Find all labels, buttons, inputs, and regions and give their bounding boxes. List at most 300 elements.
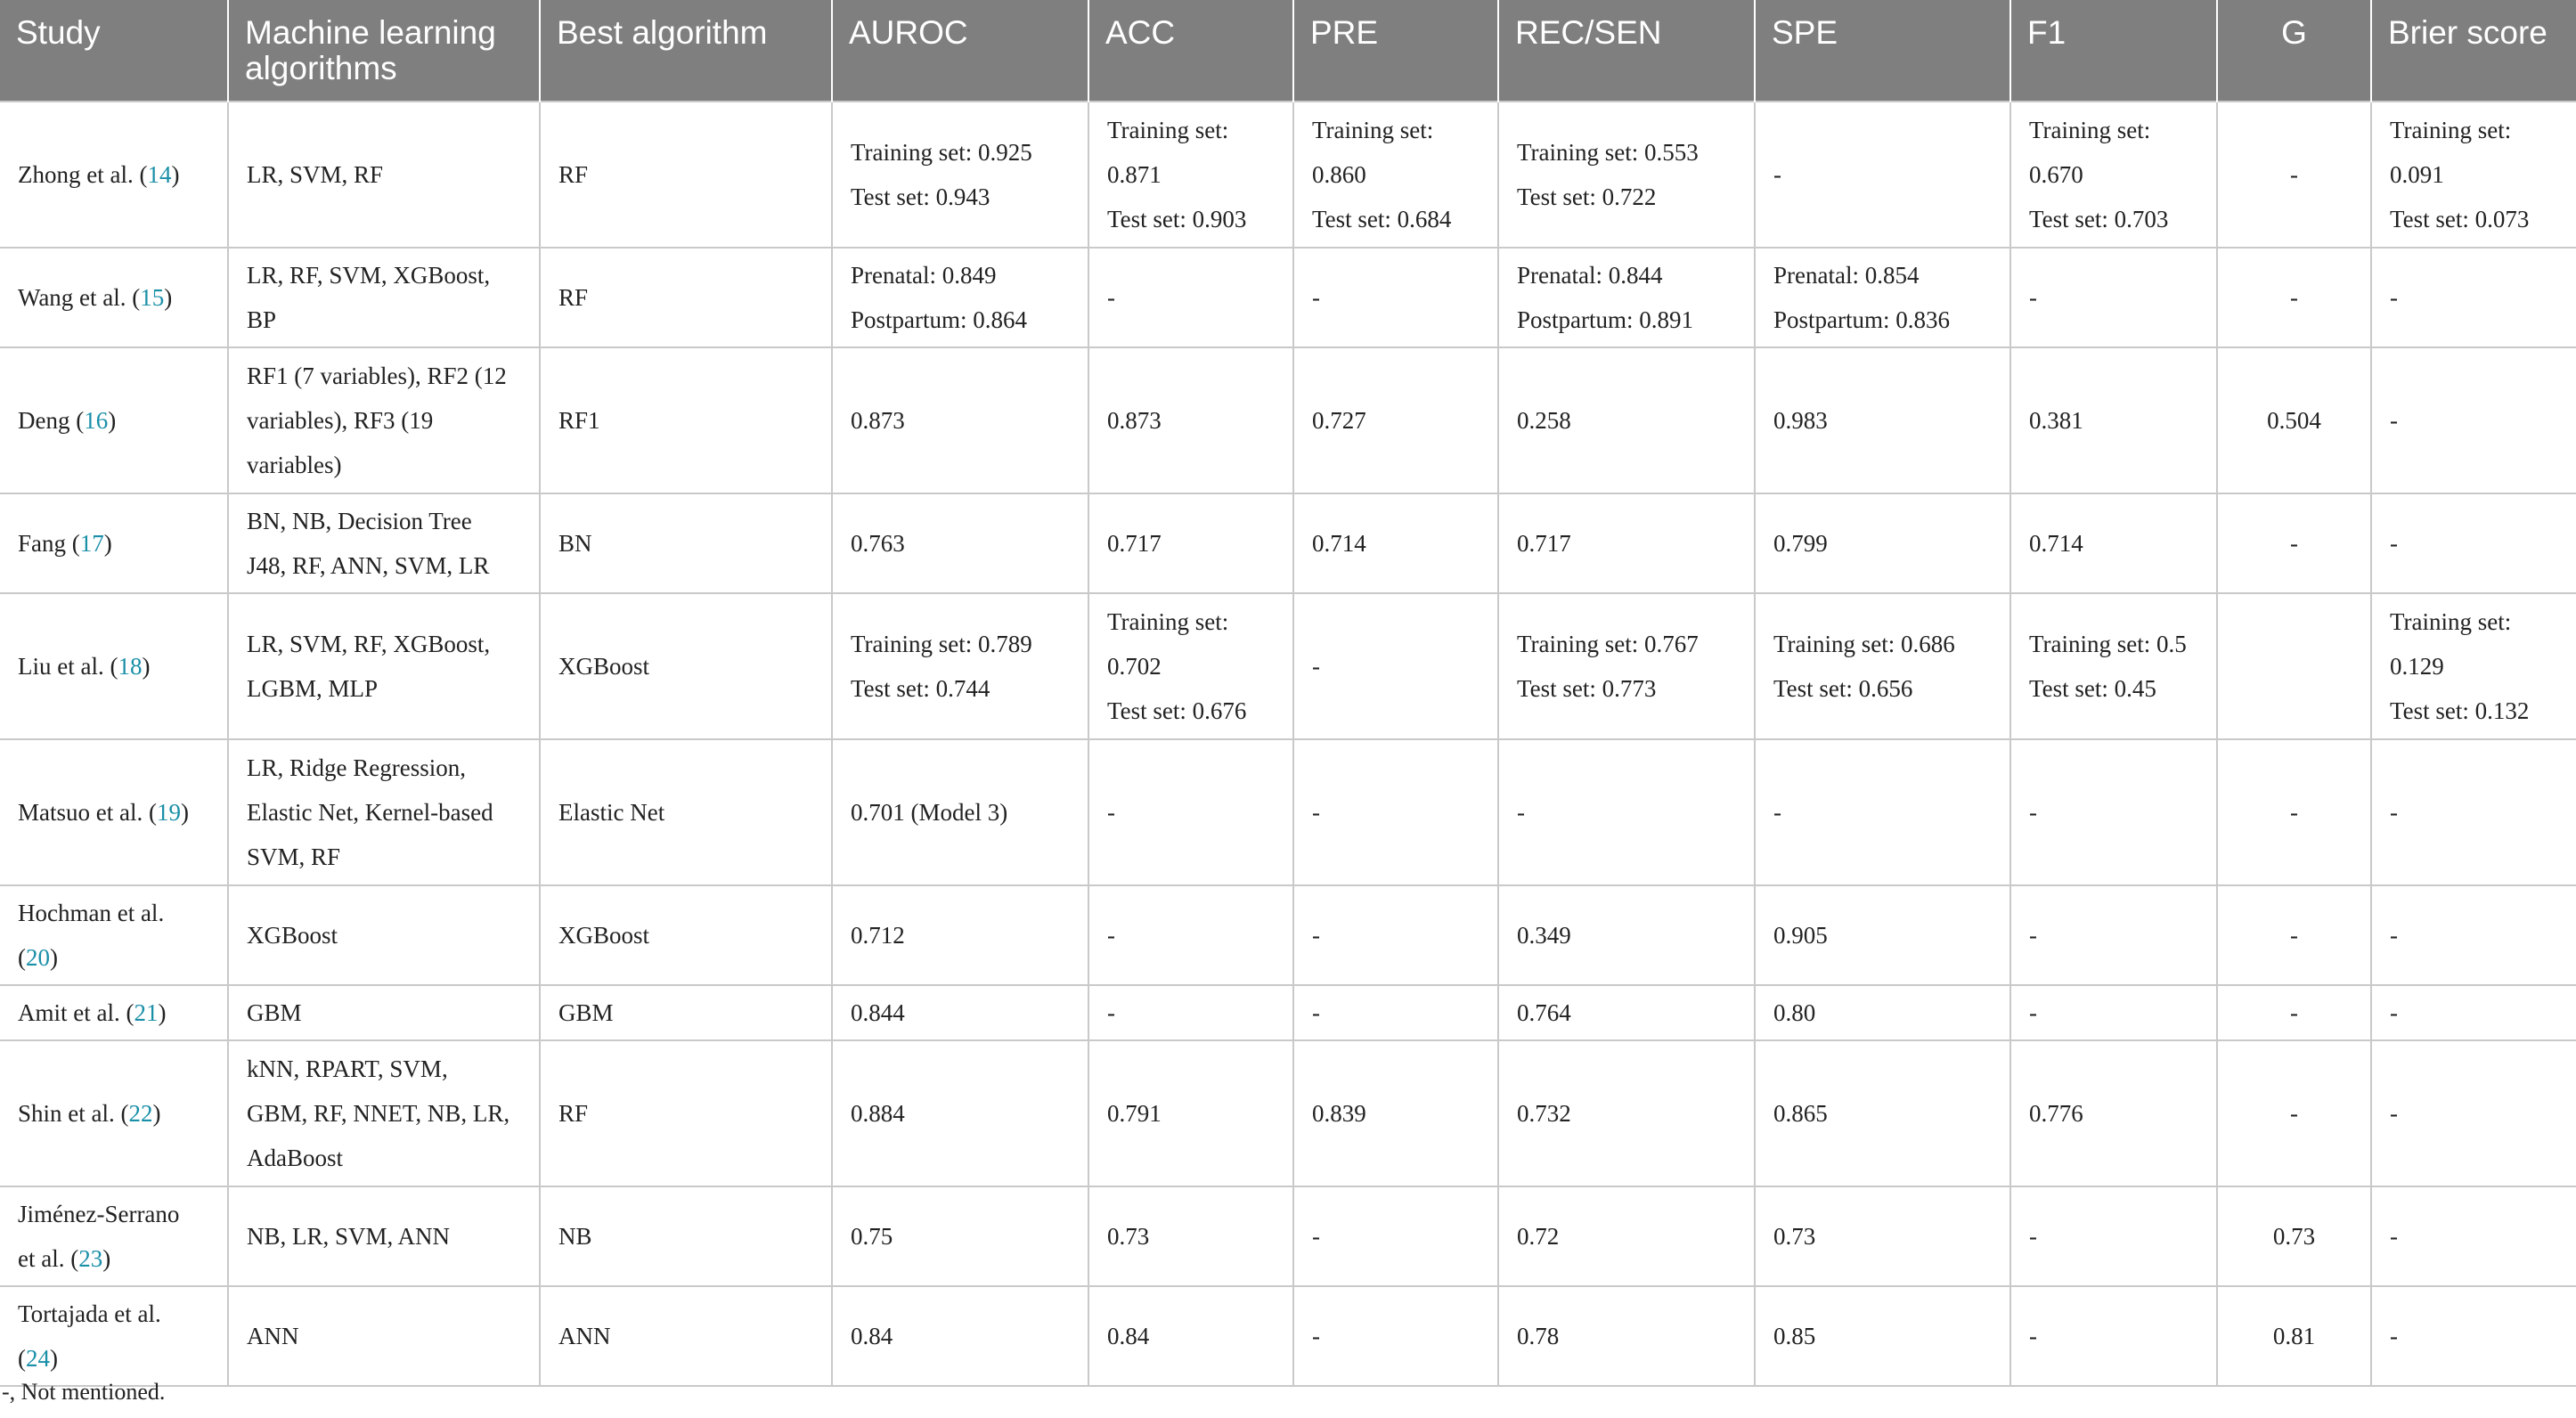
g-cell xyxy=(2217,885,2371,985)
cell-line: variables), RF3 (19 xyxy=(247,407,434,434)
header-row xyxy=(0,0,2576,102)
study-cell xyxy=(0,985,228,1040)
cell-line: 0.75 xyxy=(851,1223,893,1250)
pre-cell xyxy=(1293,739,1498,885)
reference-link[interactable]: 14 xyxy=(147,161,172,188)
spe-cell xyxy=(1755,885,2010,985)
cell-line: RF1 (7 variables), RF2 (12 xyxy=(247,363,507,389)
cell-value: ANN xyxy=(558,1323,611,1349)
cell-line: - xyxy=(1773,799,1781,826)
cell-line: Test set: 0.722 xyxy=(1517,183,1657,210)
pre-cell xyxy=(1293,985,1498,1040)
best-algorithm-cell xyxy=(540,248,832,347)
algorithms-cell xyxy=(228,885,540,985)
cell-line: J48, RF, ANN, SVM, LR xyxy=(247,552,490,579)
cell-value: RF xyxy=(558,284,589,311)
cell-line: - xyxy=(1312,284,1320,311)
pre-cell xyxy=(1293,347,1498,493)
best-algorithm-cell xyxy=(540,347,832,493)
cell-line: - xyxy=(1107,799,1115,826)
study-text: ) xyxy=(50,944,58,971)
rec-sen-cell xyxy=(1498,248,1755,347)
spe-cell xyxy=(1755,248,2010,347)
study-cell xyxy=(0,739,228,885)
acc-cell xyxy=(1088,593,1293,739)
rec-sen-cell xyxy=(1498,739,1755,885)
col-header-g: G xyxy=(2217,0,2371,102)
g-cell xyxy=(2217,739,2371,885)
cell-line: 0.717 xyxy=(1107,530,1162,557)
cell-line: GBM, RF, NNET, NB, LR, xyxy=(247,1100,510,1127)
acc-cell xyxy=(1088,493,1293,593)
cell-line: - xyxy=(2029,284,2037,311)
cell-line: 0.717 xyxy=(1517,530,1571,557)
reference-link[interactable]: 23 xyxy=(78,1245,103,1272)
cell-line: - xyxy=(1517,799,1525,826)
auroc-cell xyxy=(832,739,1088,885)
cell-line: 0.670 xyxy=(2029,161,2083,188)
best-algorithm-cell xyxy=(540,739,832,885)
reference-link[interactable]: 20 xyxy=(26,944,50,971)
cell-line: Training set: xyxy=(1107,608,1229,635)
cell-line: - xyxy=(2390,999,2398,1026)
reference-link[interactable]: 18 xyxy=(118,653,143,680)
cell-line: Training set: 0.5 xyxy=(2029,631,2187,657)
col-header-study: Study xyxy=(0,0,228,102)
cell-line: 0.78 xyxy=(1517,1323,1560,1349)
cell-line: 0.258 xyxy=(1517,407,1571,434)
cell-value: XGBoost xyxy=(558,653,650,680)
cell-line: Prenatal: 0.849 xyxy=(851,262,997,289)
study-text: Tortajada et al. xyxy=(18,1300,161,1327)
study-text: ) xyxy=(164,284,173,311)
cell-line: Test set: 0.703 xyxy=(2029,206,2169,232)
algorithms-cell xyxy=(228,985,540,1040)
pre-cell xyxy=(1293,1186,1498,1286)
cell-value: BN xyxy=(558,530,592,557)
cell-line: - xyxy=(1107,922,1115,949)
cell-line: NB, LR, SVM, ANN xyxy=(247,1223,451,1250)
study-label xyxy=(18,1300,161,1372)
rec-sen-cell xyxy=(1498,593,1755,739)
f1-cell xyxy=(2010,493,2217,593)
cell-line: Training set: 0.553 xyxy=(1517,139,1699,166)
cell-line: 0.763 xyxy=(851,530,905,557)
reference-link[interactable]: 24 xyxy=(26,1345,50,1372)
cell-line: Training set: xyxy=(1107,117,1229,143)
study-text: ) xyxy=(180,799,189,826)
auroc-cell xyxy=(832,1186,1088,1286)
cell-line: 0.73 xyxy=(1107,1223,1150,1250)
reference-link[interactable]: 15 xyxy=(140,284,165,311)
acc-cell xyxy=(1088,1040,1293,1186)
algorithms-cell xyxy=(228,102,540,248)
cell-value: - xyxy=(2290,530,2298,557)
reference-link[interactable]: 19 xyxy=(156,799,181,826)
cell-line: ANN xyxy=(247,1323,299,1349)
best-algorithm-cell xyxy=(540,1286,832,1386)
f1-cell xyxy=(2010,347,2217,493)
cell-line: Test set: 0.943 xyxy=(851,183,990,210)
brier-score-cell xyxy=(2371,985,2576,1040)
algorithms-cell xyxy=(228,593,540,739)
cell-line: 0.73 xyxy=(1773,1223,1816,1250)
cell-line: 0.860 xyxy=(1312,161,1366,188)
cell-line: Training set: xyxy=(2390,117,2512,143)
f1-cell xyxy=(2010,985,2217,1040)
cell-line: - xyxy=(1107,284,1115,311)
study-cell xyxy=(0,347,228,493)
study-cell xyxy=(0,593,228,739)
col-header-rec-sen: REC/SEN xyxy=(1498,0,1755,102)
study-cell xyxy=(0,102,228,248)
cell-line: 0.714 xyxy=(1312,530,1366,557)
g-cell xyxy=(2217,102,2371,248)
cell-line: 0.349 xyxy=(1517,922,1571,949)
cell-line: 0.873 xyxy=(1107,407,1162,434)
best-algorithm-cell xyxy=(540,593,832,739)
cell-line: Postpartum: 0.836 xyxy=(1773,306,1951,333)
acc-cell xyxy=(1088,739,1293,885)
study-cell xyxy=(0,248,228,347)
cell-line: 0.701 (Model 3) xyxy=(851,799,1008,826)
study-cell xyxy=(0,1040,228,1186)
rec-sen-cell xyxy=(1498,885,1755,985)
cell-line: - xyxy=(2390,1323,2398,1349)
cell-line: Test set: 0.684 xyxy=(1312,206,1452,232)
cell-line: - xyxy=(2390,1100,2398,1127)
cell-line: SVM, RF xyxy=(247,843,341,870)
cell-line: Training set: 0.686 xyxy=(1773,631,1955,657)
cell-line: 0.983 xyxy=(1773,407,1828,434)
reference-link[interactable]: 21 xyxy=(134,999,159,1026)
table-row xyxy=(0,1186,2576,1286)
f1-cell xyxy=(2010,593,2217,739)
study-text: Liu et al. ( xyxy=(18,653,118,680)
cell-line: Test set: 0.676 xyxy=(1107,697,1247,724)
spe-cell xyxy=(1755,985,2010,1040)
acc-cell xyxy=(1088,1286,1293,1386)
acc-cell xyxy=(1088,985,1293,1040)
cell-line: 0.844 xyxy=(851,999,905,1026)
rec-sen-cell xyxy=(1498,1186,1755,1286)
brier-score-cell xyxy=(2371,347,2576,493)
cell-line: 0.884 xyxy=(851,1100,905,1127)
cell-line: 0.727 xyxy=(1312,407,1366,434)
table-row xyxy=(0,1040,2576,1186)
brier-score-cell xyxy=(2371,1186,2576,1286)
cell-line: LGBM, MLP xyxy=(247,675,379,702)
cell-line: - xyxy=(2029,922,2037,949)
cell-line: 0.776 xyxy=(2029,1100,2083,1127)
cell-line: BN, NB, Decision Tree xyxy=(247,508,472,534)
col-header-pre: PRE xyxy=(1293,0,1498,102)
f1-cell xyxy=(2010,102,2217,248)
study-text: ) xyxy=(158,999,167,1026)
study-label xyxy=(18,900,164,971)
brier-score-cell xyxy=(2371,1040,2576,1186)
spe-cell xyxy=(1755,102,2010,248)
cell-line: Training set: 0.789 xyxy=(851,631,1032,657)
cell-line: - xyxy=(1312,922,1320,949)
cell-line: - xyxy=(2029,799,2037,826)
study-cell xyxy=(0,1286,228,1386)
f1-cell xyxy=(2010,248,2217,347)
cell-line: Test set: 0.132 xyxy=(2390,697,2530,724)
study-text: ( xyxy=(18,1345,26,1372)
cell-line: 0.381 xyxy=(2029,407,2083,434)
reference-link[interactable]: 16 xyxy=(84,407,109,434)
best-algorithm-cell xyxy=(540,1040,832,1186)
cell-value: 0.504 xyxy=(2267,407,2321,434)
col-header-auroc: AUROC xyxy=(832,0,1088,102)
cell-line: 0.84 xyxy=(1107,1323,1150,1349)
table-row xyxy=(0,102,2576,248)
rec-sen-cell xyxy=(1498,493,1755,593)
study-text: ) xyxy=(142,653,151,680)
auroc-cell xyxy=(832,1286,1088,1386)
table-row xyxy=(0,985,2576,1040)
cell-value: - xyxy=(2290,1100,2298,1127)
rec-sen-cell xyxy=(1498,1286,1755,1386)
reference-link[interactable]: 22 xyxy=(128,1100,153,1127)
table-row xyxy=(0,248,2576,347)
algorithms-cell xyxy=(228,1186,540,1286)
study-label xyxy=(18,653,150,680)
g-cell xyxy=(2217,985,2371,1040)
g-cell xyxy=(2217,248,2371,347)
brier-score-cell xyxy=(2371,739,2576,885)
pre-cell xyxy=(1293,593,1498,739)
best-algorithm-cell xyxy=(540,1186,832,1286)
reference-link[interactable]: 17 xyxy=(79,530,104,557)
brier-score-cell xyxy=(2371,593,2576,739)
brier-score-cell xyxy=(2371,885,2576,985)
col-header-acc: ACC xyxy=(1088,0,1293,102)
cell-line: 0.091 xyxy=(2390,161,2444,188)
cell-line: Elastic Net, Kernel-based xyxy=(247,799,493,826)
acc-cell xyxy=(1088,885,1293,985)
col-header-algorithms: Machine learning algorithms xyxy=(228,0,540,102)
auroc-cell xyxy=(832,1040,1088,1186)
algorithms-cell xyxy=(228,347,540,493)
cell-line: 0.764 xyxy=(1517,999,1571,1026)
table-row xyxy=(0,593,2576,739)
table-footnote: -, Not mentioned. xyxy=(2,1379,166,1405)
acc-cell xyxy=(1088,248,1293,347)
cell-line: 0.714 xyxy=(2029,530,2083,557)
auroc-cell xyxy=(832,102,1088,248)
spe-cell xyxy=(1755,1286,2010,1386)
col-header-f1: F1 xyxy=(2010,0,2217,102)
cell-line: Postpartum: 0.891 xyxy=(1517,306,1694,333)
cell-line: - xyxy=(2029,1323,2037,1349)
cell-line: LR, Ridge Regression, xyxy=(247,754,466,781)
study-text: Jiménez-Serrano xyxy=(18,1201,180,1227)
cell-line: - xyxy=(2029,999,2037,1026)
study-text: ) xyxy=(102,1245,111,1272)
cell-value: 0.81 xyxy=(2272,1323,2316,1349)
cell-line: LR, RF, SVM, XGBoost, xyxy=(247,262,491,289)
cell-line: 0.799 xyxy=(1773,530,1828,557)
pre-cell xyxy=(1293,1040,1498,1186)
cell-line: BP xyxy=(247,306,277,333)
cell-line: Test set: 0.773 xyxy=(1517,675,1657,702)
f1-cell xyxy=(2010,885,2217,985)
cell-line: - xyxy=(2029,1223,2037,1250)
study-text: Zhong et al. ( xyxy=(18,161,148,188)
cell-line: - xyxy=(1312,999,1320,1026)
acc-cell xyxy=(1088,1186,1293,1286)
g-cell xyxy=(2217,1286,2371,1386)
cell-line: Test set: 0.656 xyxy=(1773,675,1913,702)
cell-line: XGBoost xyxy=(247,922,338,949)
cell-value: 0.73 xyxy=(2272,1223,2316,1250)
cell-line: - xyxy=(1312,1323,1320,1349)
cell-value: GBM xyxy=(558,999,614,1026)
cell-line: Training set: xyxy=(2029,117,2151,143)
rec-sen-cell xyxy=(1498,985,1755,1040)
algorithms-cell xyxy=(228,1286,540,1386)
cell-value: RF xyxy=(558,1100,589,1127)
cell-value: - xyxy=(2290,284,2298,311)
g-cell xyxy=(2217,1040,2371,1186)
col-header-best-algorithm: Best algorithm xyxy=(540,0,832,102)
cell-line: variables) xyxy=(247,452,342,478)
cell-line: - xyxy=(2390,1223,2398,1250)
study-cell xyxy=(0,1186,228,1286)
cell-line: LR, SVM, RF xyxy=(247,161,384,188)
best-algorithm-cell xyxy=(540,102,832,248)
cell-line: 0.702 xyxy=(1107,653,1162,680)
cell-value: XGBoost xyxy=(558,922,650,949)
study-label xyxy=(18,1201,179,1272)
auroc-cell xyxy=(832,985,1088,1040)
rec-sen-cell xyxy=(1498,347,1755,493)
cell-line: kNN, RPART, SVM, xyxy=(247,1055,448,1082)
g-cell xyxy=(2217,493,2371,593)
cell-line: GBM xyxy=(247,999,302,1026)
spe-cell xyxy=(1755,347,2010,493)
algorithms-cell xyxy=(228,493,540,593)
study-text: Amit et al. ( xyxy=(18,999,135,1026)
brier-score-cell xyxy=(2371,248,2576,347)
study-cell xyxy=(0,493,228,593)
study-label xyxy=(18,161,179,188)
spe-cell xyxy=(1755,593,2010,739)
f1-cell xyxy=(2010,1286,2217,1386)
cell-line: - xyxy=(2390,530,2398,557)
brier-score-cell xyxy=(2371,102,2576,248)
cell-line: 0.839 xyxy=(1312,1100,1366,1127)
cell-line: Training set: xyxy=(2390,608,2512,635)
study-text: Deng ( xyxy=(18,407,85,434)
cell-value: RF xyxy=(558,161,589,188)
spe-cell xyxy=(1755,1186,2010,1286)
cell-line: 0.905 xyxy=(1773,922,1828,949)
study-text: Wang et al. ( xyxy=(18,284,141,311)
study-text: ( xyxy=(18,944,26,971)
cell-line: Training set: 0.925 xyxy=(851,139,1032,166)
g-cell xyxy=(2217,347,2371,493)
cell-line: Training set: xyxy=(1312,117,1434,143)
study-text: Fang ( xyxy=(18,530,80,557)
cell-line: Training set: 0.767 xyxy=(1517,631,1699,657)
table-row xyxy=(0,739,2576,885)
algorithms-cell xyxy=(228,248,540,347)
study-text: ) xyxy=(50,1345,58,1372)
cell-line: LR, SVM, RF, XGBoost, xyxy=(247,631,491,657)
cell-value: - xyxy=(2290,922,2298,949)
pre-cell xyxy=(1293,885,1498,985)
study-text: Hochman et al. xyxy=(18,900,165,926)
cell-line: 0.129 xyxy=(2390,653,2444,680)
cell-line: Postpartum: 0.864 xyxy=(851,306,1028,333)
cell-line: 0.732 xyxy=(1517,1100,1571,1127)
cell-line: - xyxy=(2390,284,2398,311)
cell-value: - xyxy=(2290,161,2298,188)
study-text: et al. ( xyxy=(18,1245,79,1272)
brier-score-cell xyxy=(2371,1286,2576,1386)
cell-value: - xyxy=(2290,799,2298,826)
cell-line: - xyxy=(2390,799,2398,826)
study-text: Shin et al. ( xyxy=(18,1100,129,1127)
spe-cell xyxy=(1755,493,2010,593)
algorithms-cell xyxy=(228,1040,540,1186)
cell-line: AdaBoost xyxy=(247,1145,343,1171)
cell-line: Test set: 0.073 xyxy=(2390,206,2530,232)
cell-line: 0.865 xyxy=(1773,1100,1828,1127)
cell-line: Test set: 0.744 xyxy=(851,675,990,702)
cell-line: - xyxy=(2390,407,2398,434)
auroc-cell xyxy=(832,248,1088,347)
cell-value: NB xyxy=(558,1223,592,1250)
cell-line: - xyxy=(1312,653,1320,680)
f1-cell xyxy=(2010,1186,2217,1286)
f1-cell xyxy=(2010,739,2217,885)
rec-sen-cell xyxy=(1498,1040,1755,1186)
cell-value: Elastic Net xyxy=(558,799,665,826)
best-algorithm-cell xyxy=(540,493,832,593)
study-label xyxy=(18,530,112,557)
cell-line: 0.72 xyxy=(1517,1223,1560,1250)
spe-cell xyxy=(1755,1040,2010,1186)
cell-line: 0.712 xyxy=(851,922,905,949)
auroc-cell xyxy=(832,493,1088,593)
g-cell xyxy=(2217,593,2371,739)
rec-sen-cell xyxy=(1498,102,1755,248)
table-row xyxy=(0,347,2576,493)
algorithms-cell xyxy=(228,739,540,885)
pre-cell xyxy=(1293,248,1498,347)
col-header-spe: SPE xyxy=(1755,0,2010,102)
brier-score-cell xyxy=(2371,493,2576,593)
study-text: ) xyxy=(108,407,117,434)
cell-line: 0.85 xyxy=(1773,1323,1816,1349)
cell-value: - xyxy=(2290,999,2298,1026)
cell-line: Test set: 0.45 xyxy=(2029,675,2156,702)
study-label xyxy=(18,407,116,434)
cell-line: - xyxy=(2390,922,2398,949)
study-cell xyxy=(0,885,228,985)
study-text: ) xyxy=(171,161,180,188)
study-label xyxy=(18,1100,160,1127)
best-algorithm-cell xyxy=(540,885,832,985)
g-cell xyxy=(2217,1186,2371,1286)
cell-line: - xyxy=(1773,161,1781,188)
cell-line: 0.84 xyxy=(851,1323,893,1349)
table-row xyxy=(0,493,2576,593)
